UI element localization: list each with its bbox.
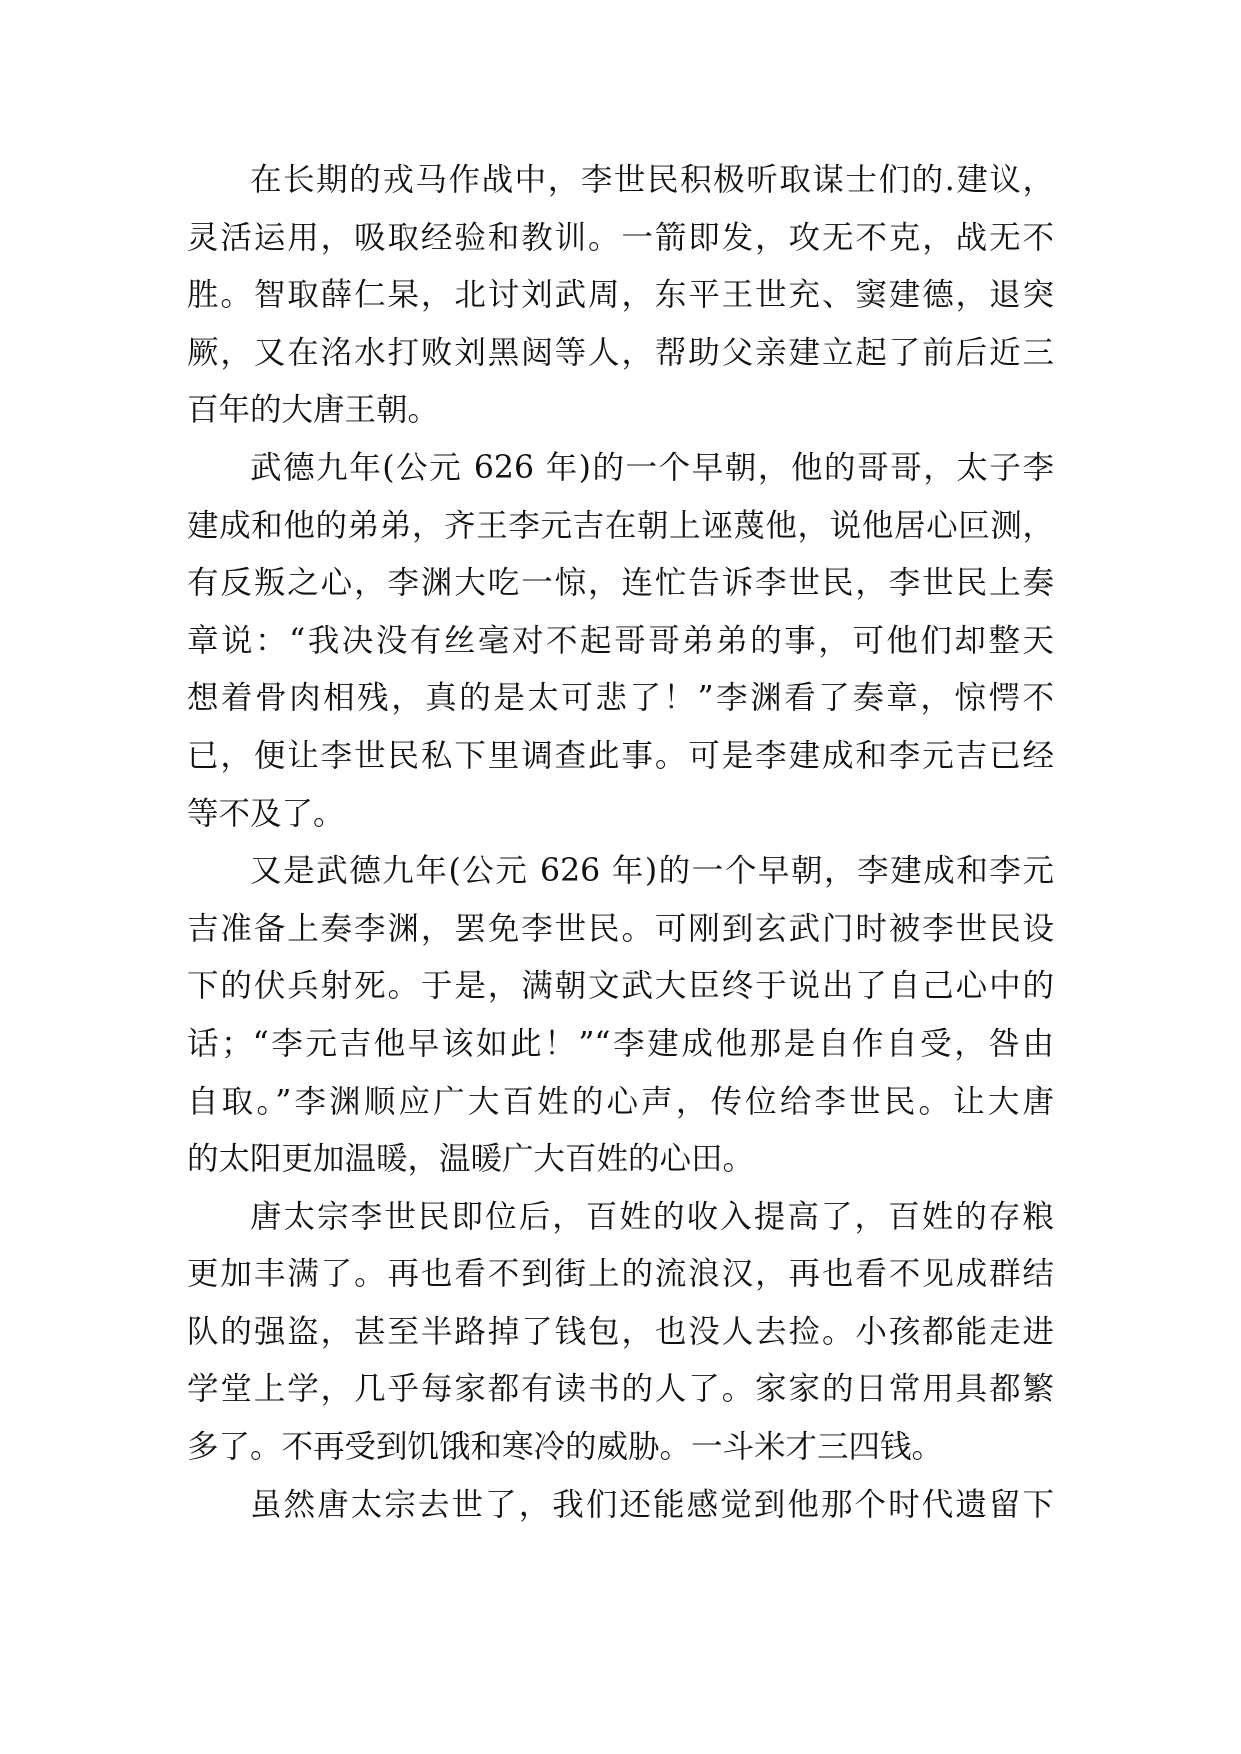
text-line: 多了。不再受到饥饿和寒冷的威胁。一斗米才三四钱。 — [187, 1429, 944, 1466]
text-line: 在长期的戎马作战中，李世民积极听取谋士们的.建议， — [250, 162, 1054, 198]
text-line: 厥，又在洺水打败刘黑闼等人，帮助父亲建立起了前后近三 — [187, 334, 1054, 371]
text-line: 队的强盗，甚至半路掉了钱包，也没人去捡。小孩都能走进 — [187, 1313, 1054, 1350]
text-line: 章说：“我决没有丝毫对不起哥哥弟弟的事，可他们却整天 — [187, 622, 1054, 659]
text-line: 又是武德九年(公元 626 年)的一个早朝，李建成和李元 — [250, 853, 1054, 890]
text-line: 等不及了。 — [187, 795, 345, 832]
paragraph — [187, 843, 1054, 1189]
paragraph — [187, 440, 1054, 843]
text-line: 更加丰满了。再也看不到街上的流浪汉，再也看不见成群结 — [187, 1256, 1054, 1293]
text-line: 建成和他的弟弟，齐王李元吉在朝上诬蔑他，说他居心叵测， — [187, 507, 1054, 544]
text-line: 自取。”李渊顺应广大百姓的心声，传位给李世民。让大唐 — [187, 1083, 1054, 1120]
text-line: 下的伏兵射死。于是，满朝文武大臣终于说出了自己心中的 — [187, 968, 1054, 1005]
paragraph — [187, 1189, 1054, 1477]
text-line: 已，便让李世民私下里调查此事。可是李建成和李元吉已经 — [187, 737, 1054, 774]
text-line: 学堂上学，几乎每家都有读书的人了。家家的日常用具都繁 — [187, 1371, 1054, 1408]
paragraph — [187, 1477, 1054, 1535]
text-line: 胜。智取薛仁杲，北讨刘武周，东平王世充、窦建德，退突 — [187, 277, 1054, 314]
text-line: 虽然唐太宗去世了，我们还能感觉到他那个时代遗留下 — [250, 1486, 1054, 1523]
text-line: 想着骨肉相残，真的是太可悲了！”李渊看了奏章，惊愕不 — [187, 680, 1054, 717]
text-line: 唐太宗李世民即位后，百姓的收入提高了，百姓的存粮 — [250, 1198, 1054, 1235]
text-line: 百年的大唐王朝。 — [187, 392, 440, 429]
text-line: 吉准备上奏李渊，罢免李世民。可刚到玄武门时被李世民设 — [187, 910, 1054, 947]
document-body — [187, 152, 1054, 1534]
paragraph — [187, 152, 1054, 440]
text-line: 有反叛之心，李渊大吃一惊，连忙告诉李世民，李世民上奏 — [187, 565, 1054, 602]
text-line: 话；“李元吉他早该如此！”“李建成他那是自作自受，咎由 — [187, 1025, 1054, 1062]
text-line: 武德九年(公元 626 年)的一个早朝，他的哥哥，太子李 — [250, 449, 1054, 486]
text-line: 的太阳更加温暖，温暖广大百姓的心田。 — [187, 1141, 755, 1178]
text-line: 灵活运用，吸取经验和教训。一箭即发，攻无不克，战无不 — [187, 219, 1054, 256]
